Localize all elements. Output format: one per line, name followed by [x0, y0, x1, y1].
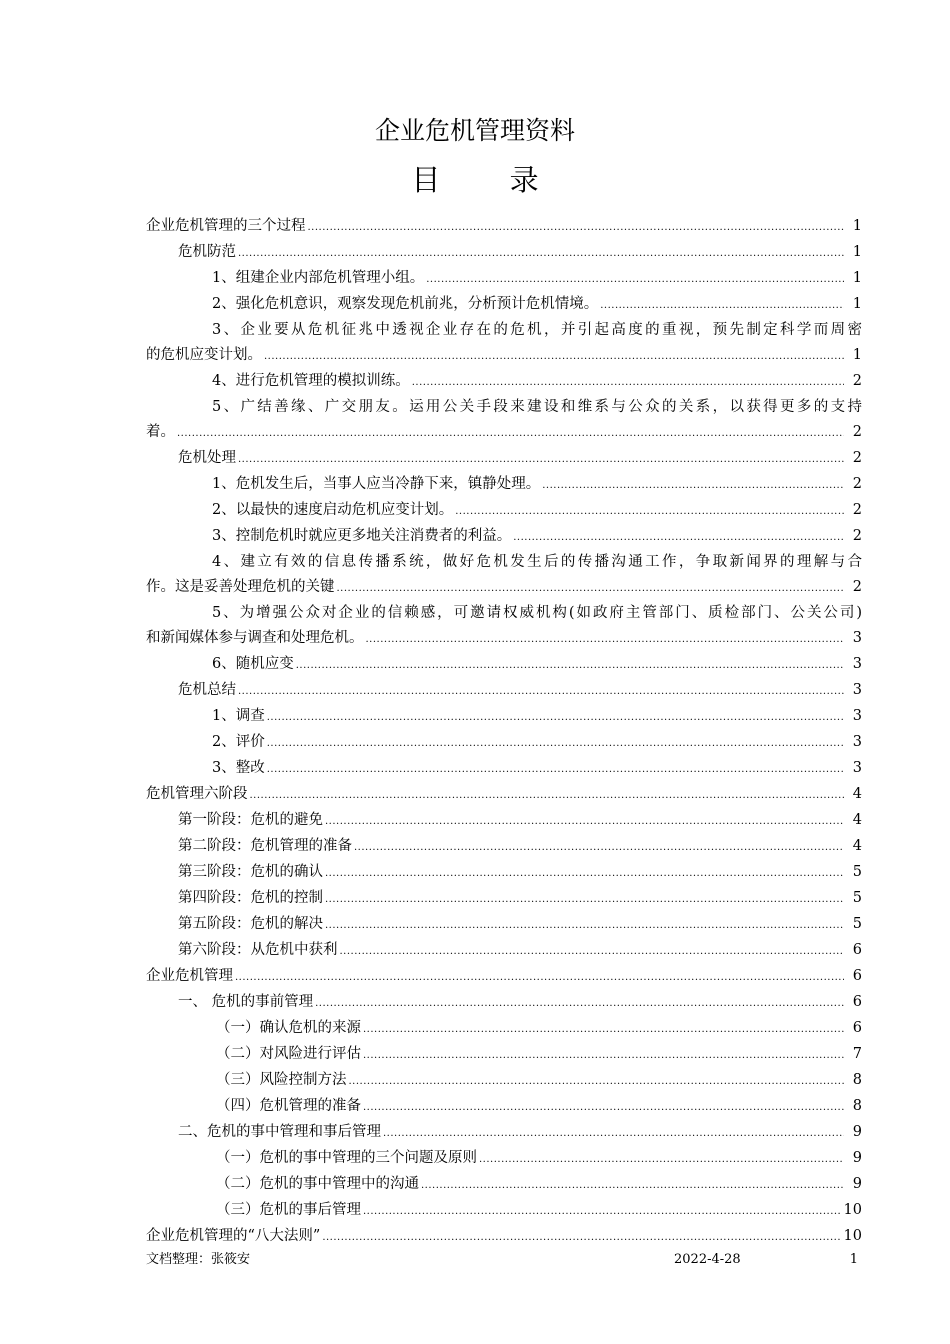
toc-page-number: 8 [852, 1098, 862, 1114]
toc-heading: 目 录 [411, 163, 569, 197]
toc-leader-dots [267, 757, 844, 782]
toc-entry-text: （三）危机的事后管理 [216, 1202, 361, 1218]
toc-entry-text: 2、强化危机意识，观察发现危机前兆，分析预计危机情境。 [212, 296, 599, 312]
toc-entry-text: 第六阶段：从危机中获利 [178, 942, 338, 958]
toc-entry[interactable] [146, 1146, 862, 1172]
toc-page-number: 2 [852, 476, 862, 492]
toc-entry-text: 1、组建企业内部危机管理小组。 [212, 270, 425, 286]
toc-leader-dots [238, 679, 844, 704]
toc-leader-dots [325, 809, 844, 834]
toc-entry-text: 第三阶段：危机的确认 [178, 864, 323, 880]
toc-entry-text: 4、进行危机管理的模拟训练。 [212, 373, 410, 389]
toc-entry[interactable] [146, 886, 862, 912]
toc-leader-dots [363, 1043, 844, 1068]
toc-entry[interactable] [146, 1068, 862, 1094]
toc-entry[interactable] [146, 369, 862, 395]
toc-entry[interactable] [146, 1172, 862, 1198]
toc-entry[interactable] [146, 1198, 862, 1224]
toc-entry-continuation: 着。 [146, 424, 175, 440]
toc-page-number: 9 [852, 1124, 862, 1140]
toc-entry[interactable] [146, 601, 862, 652]
toc-entry-continuation: 的危机应变计划。 [146, 347, 262, 363]
toc-entry[interactable] [146, 550, 862, 601]
toc-leader-dots [363, 1017, 844, 1042]
toc-page-number: 3 [852, 682, 862, 698]
toc-page-number: 10 [843, 1228, 862, 1244]
toc-leader-dots [267, 731, 844, 756]
toc-leader-dots [296, 653, 844, 678]
toc-leader-dots [366, 627, 845, 652]
toc-leader-dots [325, 887, 844, 912]
toc-page-number: 9 [852, 1150, 862, 1166]
toc-page-number: 6 [852, 994, 862, 1010]
toc-entry-text: 6、随机应变 [212, 656, 294, 672]
toc-page-number: 1 [852, 270, 862, 286]
toc-entry[interactable] [146, 652, 862, 678]
toc-page-number: 5 [852, 864, 862, 880]
toc-entry-text: 2、以最快的速度启动危机应变计划。 [212, 502, 454, 518]
footer-date: 2022-4-28 [674, 1252, 741, 1267]
toc-leader-dots [337, 576, 845, 601]
toc-entry-text: （二）危机的事中管理中的沟通 [216, 1176, 419, 1192]
toc-entry[interactable] [146, 756, 862, 782]
document-title: 企业危机管理资料 [374, 116, 575, 145]
toc-leader-dots [325, 913, 844, 938]
toc-entry[interactable] [146, 912, 862, 938]
toc-entry[interactable] [146, 782, 862, 808]
toc-page-number: 6 [852, 968, 862, 984]
toc-page-number: 8 [852, 1072, 862, 1088]
toc-page-number: 3 [852, 656, 862, 672]
toc-entry-text: （四）危机管理的准备 [216, 1098, 361, 1114]
toc-entry-text: 企业危机管理的三个过程 [146, 218, 306, 234]
toc-entry[interactable] [146, 524, 862, 550]
toc-page-number: 4 [852, 786, 862, 802]
toc-leader-dots [363, 1199, 842, 1224]
toc-page-number: 6 [852, 942, 862, 958]
toc-entry-text: （一）危机的事中管理的三个问题及原则 [216, 1150, 477, 1166]
toc-entry-text: 第一阶段：危机的避免 [178, 812, 323, 828]
toc-entry-text: 3、企业要从危机征兆中透视企业存在的危机，并引起高度的重视，预先制定科学而周密 [212, 322, 862, 338]
toc-leader-dots [238, 447, 844, 472]
toc-entry[interactable] [146, 1120, 862, 1146]
toc-leader-dots [315, 991, 844, 1016]
toc-leader-dots [177, 421, 844, 446]
toc-page-number: 4 [852, 838, 862, 854]
toc-page-number: 1 [852, 244, 862, 260]
toc-entry[interactable] [146, 990, 862, 1016]
toc-entry[interactable] [146, 1094, 862, 1120]
toc-leader-dots [264, 344, 844, 369]
toc-entry-text: 危机管理六阶段 [146, 786, 248, 802]
toc-entry-text: 3、控制危机时就应更多地关注消费者的利益。 [212, 528, 512, 544]
toc-entry[interactable] [146, 1042, 862, 1068]
toc-page-number: 2 [852, 528, 862, 544]
toc-leader-dots [542, 473, 844, 498]
toc-page-number: 1 [852, 347, 862, 363]
toc-entry[interactable] [146, 730, 862, 756]
toc-entry[interactable] [146, 704, 862, 730]
table-of-contents [146, 214, 862, 1250]
toc-entry-text: 危机处理 [178, 450, 236, 466]
toc-leader-dots [267, 705, 844, 730]
toc-entry-text: 第五阶段：危机的解决 [178, 916, 323, 932]
toc-page-number: 2 [852, 450, 862, 466]
toc-entry[interactable] [146, 1016, 862, 1042]
toc-entry[interactable] [146, 498, 862, 524]
toc-page-number: 7 [852, 1046, 862, 1062]
toc-entry-text: 企业危机管理的“八大法则” [146, 1228, 321, 1244]
toc-entry-text: （三）风险控制方法 [216, 1072, 347, 1088]
toc-leader-dots [513, 525, 844, 550]
toc-leader-dots [354, 835, 844, 860]
toc-entry-text: 企业危机管理 [146, 968, 233, 984]
toc-page-number: 2 [852, 579, 862, 595]
toc-entry[interactable] [146, 446, 862, 472]
toc-entry[interactable] [146, 318, 862, 369]
toc-leader-dots [412, 370, 844, 395]
toc-leader-dots [340, 939, 845, 964]
toc-entry[interactable] [146, 938, 862, 964]
toc-leader-dots [308, 215, 845, 240]
toc-entry-text: 1、危机发生后，当事人应当冷静下来，镇静处理。 [212, 476, 541, 492]
toc-page-number: 5 [852, 916, 862, 932]
toc-leader-dots [325, 861, 844, 886]
toc-entry-continuation: 作。这是妥善处理危机的关键 [146, 579, 335, 595]
toc-entry-text: 5、为增强公众对企业的信赖感，可邀请权威机构(如政府主管部门、质检部门、公关公司) [212, 605, 862, 621]
toc-entry[interactable] [146, 266, 862, 292]
footer-page-number: 1 [849, 1252, 858, 1267]
toc-page-number: 2 [852, 502, 862, 518]
toc-page-number: 3 [852, 734, 862, 750]
toc-entry-text: 第四阶段：危机的控制 [178, 890, 323, 906]
toc-leader-dots [238, 241, 844, 266]
toc-leader-dots [235, 965, 844, 990]
page-footer [146, 1250, 862, 1270]
toc-entry-text: 3、整改 [212, 760, 265, 776]
toc-page-number: 3 [852, 708, 862, 724]
toc-entry[interactable] [146, 834, 862, 860]
toc-leader-dots [426, 267, 844, 292]
toc-entry-continuation: 和新闻媒体参与调查和处理危机。 [146, 630, 364, 646]
toc-entry-text: 一、 危机的事前管理 [178, 994, 314, 1010]
toc-entry-text: 4、建立有效的信息传播系统，做好危机发生后的传播沟通工作，争取新闻界的理解与合 [212, 554, 862, 570]
toc-entry[interactable] [146, 240, 862, 266]
toc-entry-text: 危机总结 [178, 682, 236, 698]
toc-entry[interactable] [146, 1224, 862, 1250]
toc-leader-dots [455, 499, 844, 524]
footer-compiler: 文档整理：张筱安 [146, 1252, 251, 1267]
toc-page-number: 5 [852, 890, 862, 906]
toc-page-number: 3 [852, 630, 862, 646]
toc-entry[interactable] [146, 292, 862, 318]
toc-entry-text: （二）对风险进行评估 [216, 1046, 361, 1062]
toc-entry[interactable] [146, 860, 862, 886]
toc-leader-dots [383, 1121, 844, 1146]
toc-entry-text: 2、评价 [212, 734, 265, 750]
toc-page-number: 3 [852, 760, 862, 776]
toc-entry[interactable] [146, 964, 862, 990]
toc-leader-dots [421, 1173, 844, 1198]
toc-entry[interactable] [146, 395, 862, 446]
toc-leader-dots [349, 1069, 845, 1094]
toc-page-number: 4 [852, 812, 862, 828]
toc-entry-text: 1、调查 [212, 708, 265, 724]
toc-entry[interactable] [146, 214, 862, 240]
toc-page-number: 10 [843, 1202, 862, 1218]
toc-page-number: 1 [852, 218, 862, 234]
toc-leader-dots [479, 1147, 844, 1172]
toc-entry[interactable] [146, 678, 862, 704]
toc-page-number: 2 [852, 373, 862, 389]
toc-entry[interactable] [146, 472, 862, 498]
toc-entry-text: 第二阶段：危机管理的准备 [178, 838, 352, 854]
toc-leader-dots [322, 1225, 841, 1250]
toc-leader-dots [363, 1095, 844, 1120]
toc-entry-text: （一）确认危机的来源 [216, 1020, 361, 1036]
toc-entry-text: 危机防范 [178, 244, 236, 260]
toc-entry[interactable] [146, 808, 862, 834]
toc-leader-dots [600, 293, 844, 318]
toc-leader-dots [250, 783, 845, 808]
toc-page-number: 9 [852, 1176, 862, 1192]
toc-page-number: 1 [852, 296, 862, 312]
toc-entry-text: 5、广结善缘、广交朋友。运用公关手段来建设和维系与公众的关系，以获得更多的支持 [212, 399, 862, 415]
toc-page-number: 2 [852, 424, 862, 440]
toc-entry-text: 二、危机的事中管理和事后管理 [178, 1124, 381, 1140]
toc-page-number: 6 [852, 1020, 862, 1036]
